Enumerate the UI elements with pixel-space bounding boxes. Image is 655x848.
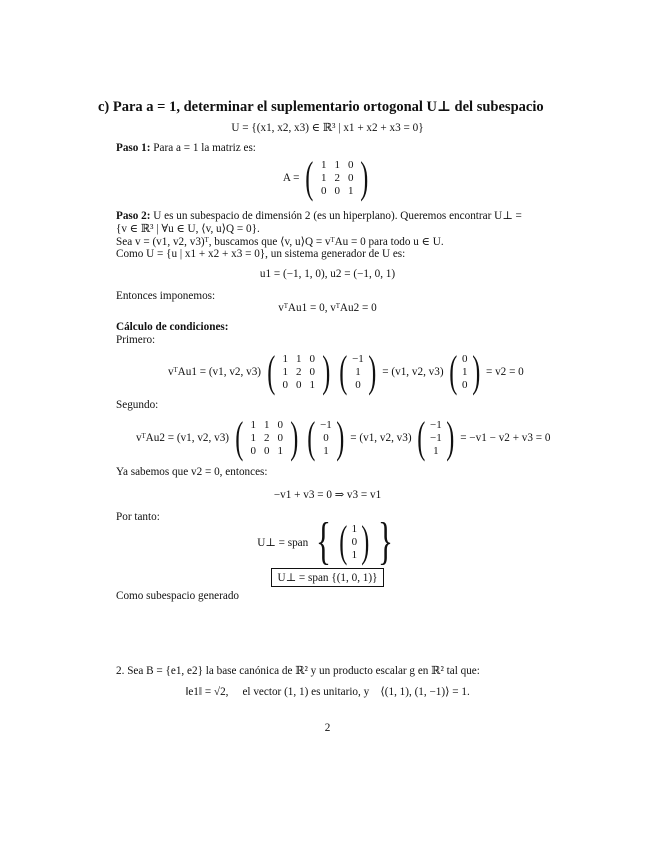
matrix-entry: 1 [282, 365, 288, 378]
matrix-entry: 2 [263, 431, 270, 444]
left-paren: ( [417, 413, 426, 462]
matrix-entry: 0 [347, 171, 354, 184]
matrix-row [317, 172, 358, 185]
vector-row [351, 366, 365, 379]
left-paren: ( [267, 347, 276, 396]
span-vector [351, 523, 359, 562]
eq1-result-vector [461, 353, 469, 392]
vector-row [351, 353, 365, 366]
subspace-definition: U = {(x1, x2, x3) ∈ ℝ³ | x1 + x2 + x3 = 0} [231, 122, 424, 134]
step2-text: U es un subespacio de dimensión 2 (es un hiperplano). Queremos encontrar U⊥ = [153, 210, 522, 222]
deduction: −v1 + v3 = 0 ⇒ v3 = v1 [273, 489, 382, 501]
eq1-matrix-A [278, 353, 319, 392]
eq2-mid: = (v1, v2, v3) [350, 432, 412, 444]
matrix-row [278, 353, 319, 366]
matrix-entry: 0 [334, 184, 340, 197]
equation-2 [136, 413, 551, 462]
vector-entry: 1 [462, 365, 468, 378]
boxed-result: U⊥ = span {(1, 0, 1)} [271, 568, 385, 587]
unit-vector-text: el vector (1, 1) es unitario, y [242, 686, 370, 698]
vector-entry: 0 [462, 378, 468, 391]
matrix-entry: 0 [277, 418, 283, 431]
matrix-entry: 2 [295, 365, 302, 378]
eq2-vector-u2 [319, 419, 333, 458]
vector-entry: 1 [323, 444, 329, 457]
conditions: vᵀAu1 = 0, vᵀAu2 = 0 [278, 302, 377, 314]
matrix-entry: 0 [320, 184, 327, 197]
step1-text: Para a = 1 la matriz es: [153, 142, 256, 154]
right-brace: } [377, 513, 393, 570]
matrix-entry: 0 [347, 158, 354, 171]
closing-text: Como subespacio generado [116, 590, 240, 602]
norm-e1: ‖e1‖ = √2, [185, 686, 229, 698]
matrix-entry: 1 [250, 418, 256, 431]
step2-line3: Sea v = (v1, v2, v3)ᵀ, buscamos que ⟨v, u⟩Q = vᵀAu = 0 para todo u ∈ U. [116, 236, 444, 248]
eq1-rhs: = v2 = 0 [485, 366, 524, 378]
right-paren: ) [368, 347, 377, 396]
matrix-entry: 0 [309, 365, 315, 378]
left-paren: ( [235, 413, 244, 462]
vector-entry: 0 [462, 352, 468, 365]
eq1-mid: = (v1, v2, v3) [382, 366, 444, 378]
matrix-A [317, 159, 358, 198]
section-title: c) Para a = 1, determinar el suplementario ortogonal U⊥ del subespacio [98, 99, 544, 115]
vector-entry: −1 [320, 418, 332, 431]
vector-row [461, 353, 469, 366]
matrix-row [317, 185, 358, 198]
page-number: 2 [324, 722, 331, 734]
matrix-entry: 2 [334, 171, 340, 184]
matrix-entry: 0 [282, 378, 288, 391]
span-display [0, 513, 655, 570]
vector-row [461, 366, 469, 379]
matrix-row [278, 379, 319, 392]
matrix-entry: 0 [295, 378, 302, 391]
matrix-entry: 0 [250, 444, 256, 457]
matrix-row [246, 432, 287, 445]
inner-product-condition: ⟨(1, 1), (1, −1)⟩ = 1. [380, 686, 470, 698]
vector-row [429, 445, 443, 458]
eq2-rhs: = −v1 − v2 + v3 = 0 [460, 432, 551, 444]
eq1-lhs: vᵀAu1 = (v1, v2, v3) [168, 366, 262, 378]
eq2-lhs: vᵀAu2 = (v1, v2, v3) [136, 432, 230, 444]
generators: u1 = (−1, 1, 0), u2 = (−1, 0, 1) [259, 268, 396, 280]
right-paren: ) [361, 517, 370, 566]
matrix-lhs: A = [282, 172, 300, 184]
matrix-entry: 1 [347, 184, 354, 197]
eq1-vector-u1 [351, 353, 365, 392]
matrix-row [246, 445, 287, 458]
matrix-entry: 1 [320, 171, 327, 184]
matrix-row [317, 159, 358, 172]
vector-row [319, 445, 333, 458]
problem2-line1: 2. Sea B = {e1, e2} la base canónica de ℝ² y un producto escalar g en ℝ² tal que: [116, 665, 480, 677]
vector-entry: 0 [323, 431, 329, 444]
vector-row [429, 419, 443, 432]
matrix-A-display [0, 153, 655, 202]
vector-entry: 0 [355, 378, 361, 391]
matrix-entry: 1 [282, 352, 288, 365]
step2-line2: {v ∈ ℝ³ | ∀u ∈ U, ⟨v, u⟩Q = 0}. [116, 223, 260, 235]
step1-line [116, 142, 256, 154]
therefore-text: Por tanto: [116, 511, 160, 523]
span-lhs: U⊥ = span [257, 536, 309, 549]
matrix-entry: 0 [263, 444, 270, 457]
eq2-result-vector [429, 419, 443, 458]
matrix-entry: 1 [263, 418, 270, 431]
step2-line4: Como U = {u | x1 + x2 + x3 = 0}, un sistema generador de U es: [116, 248, 406, 260]
matrix-row [246, 419, 287, 432]
step1-label: Paso 1: [116, 142, 151, 154]
matrix-row [278, 366, 319, 379]
left-paren: ( [305, 153, 314, 202]
vector-entry: 1 [351, 522, 358, 535]
matrix-entry: 1 [320, 158, 327, 171]
vector-row [351, 536, 359, 549]
matrix-entry: 1 [295, 352, 302, 365]
boxed-result-wrap [0, 568, 655, 587]
matrix-entry: 1 [334, 158, 340, 171]
vector-row [461, 379, 469, 392]
left-paren: ( [449, 347, 458, 396]
vector-row [319, 419, 333, 432]
vector-row [351, 523, 359, 536]
matrix-entry: 1 [277, 444, 283, 457]
left-paren: ( [339, 517, 348, 566]
matrix-entry: 1 [309, 378, 315, 391]
vector-entry: 1 [433, 444, 439, 457]
first-label: Primero: [116, 334, 156, 346]
right-paren: ) [446, 413, 455, 462]
left-brace: { [316, 513, 332, 570]
vector-row [351, 379, 365, 392]
vector-row [429, 432, 443, 445]
step2-line1 [116, 209, 522, 222]
problem2-line2 [0, 685, 655, 698]
vector-entry: −1 [430, 431, 442, 444]
eq2-matrix-A [246, 419, 287, 458]
right-paren: ) [336, 413, 345, 462]
step2-label: Paso 2: [116, 210, 151, 222]
equation-1 [168, 347, 524, 396]
right-paren: ) [360, 153, 369, 202]
vector-entry: −1 [430, 418, 442, 431]
right-paren: ) [322, 347, 331, 396]
vector-entry: 1 [351, 548, 358, 561]
matrix-entry: 1 [250, 431, 256, 444]
calc-heading: Cálculo de condiciones: [116, 321, 229, 333]
right-paren: ) [290, 413, 299, 462]
matrix-entry: 0 [277, 431, 283, 444]
matrix-entry: 0 [309, 352, 315, 365]
vector-row [319, 432, 333, 445]
right-paren: ) [471, 347, 480, 396]
left-paren: ( [307, 413, 316, 462]
vector-entry: 1 [355, 365, 361, 378]
vector-entry: 0 [351, 535, 358, 548]
impose-text: Entonces imponemos: [116, 290, 216, 302]
second-label: Segundo: [116, 399, 159, 411]
vector-entry: −1 [352, 352, 364, 365]
known-text: Ya sabemos que v2 = 0, entonces: [116, 466, 268, 478]
vector-row [351, 549, 359, 562]
left-paren: ( [339, 347, 348, 396]
